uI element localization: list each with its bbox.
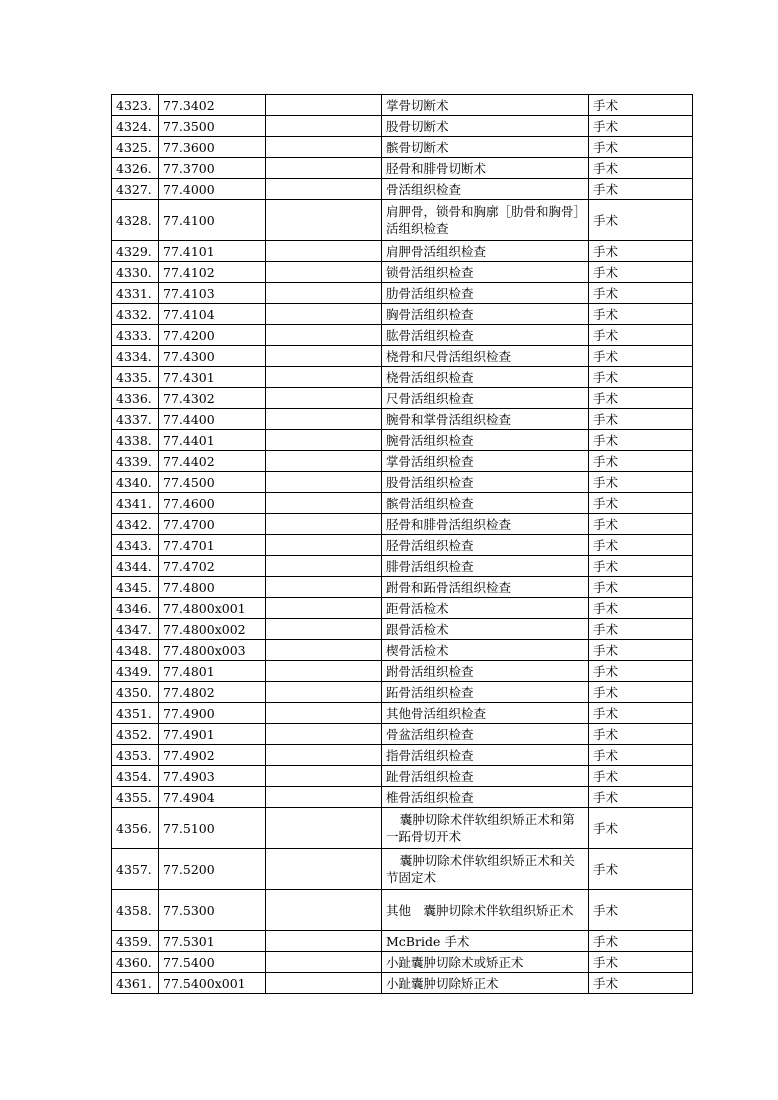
procedure-name: 掌骨切断术 [382, 95, 589, 116]
procedure-code: 77.4800x003 [159, 640, 266, 661]
procedure-code: 77.3402 [159, 95, 266, 116]
table-row [112, 137, 693, 158]
procedure-type: 手术 [589, 556, 693, 577]
row-number: 4327. [112, 179, 159, 200]
procedure-code: 77.4103 [159, 283, 266, 304]
table-row [112, 409, 693, 430]
row-number: 4342. [112, 514, 159, 535]
procedure-code: 77.5400x001 [159, 973, 266, 994]
table-row [112, 535, 693, 556]
row-number: 4323. [112, 95, 159, 116]
procedure-type: 手术 [589, 808, 693, 849]
table-row [112, 158, 693, 179]
row-number: 4335. [112, 367, 159, 388]
row-number: 4361. [112, 973, 159, 994]
procedure-code: 77.4101 [159, 241, 266, 262]
procedure-type: 手术 [589, 766, 693, 787]
blank-cell [266, 849, 382, 890]
procedure-name: 掌骨活组织检查 [382, 451, 589, 472]
procedure-code: 77.4902 [159, 745, 266, 766]
procedure-table-body [112, 95, 693, 994]
procedure-type: 手术 [589, 304, 693, 325]
row-number: 4324. [112, 116, 159, 137]
procedure-name: 骨盆活组织检查 [382, 724, 589, 745]
procedure-type: 手术 [589, 890, 693, 931]
procedure-code: 77.4301 [159, 367, 266, 388]
procedure-type: 手术 [589, 577, 693, 598]
blank-cell [266, 808, 382, 849]
procedure-code: 77.4903 [159, 766, 266, 787]
procedure-type: 手术 [589, 262, 693, 283]
procedure-table [111, 94, 693, 994]
procedure-name: 跖骨活组织检查 [382, 682, 589, 703]
procedure-type: 手术 [589, 388, 693, 409]
procedure-code: 77.5200 [159, 849, 266, 890]
procedure-code: 77.4401 [159, 430, 266, 451]
procedure-name: 尺骨活组织检查 [382, 388, 589, 409]
blank-cell [266, 346, 382, 367]
procedure-type: 手术 [589, 952, 693, 973]
table-row [112, 724, 693, 745]
table-row [112, 493, 693, 514]
table-row [112, 283, 693, 304]
row-number: 4330. [112, 262, 159, 283]
procedure-name: 桡骨和尺骨活组织检查 [382, 346, 589, 367]
procedure-type: 手术 [589, 493, 693, 514]
row-number: 4344. [112, 556, 159, 577]
table-row [112, 640, 693, 661]
table-row [112, 472, 693, 493]
table-row [112, 430, 693, 451]
procedure-type: 手术 [589, 703, 693, 724]
table-row [112, 849, 693, 890]
procedure-code: 77.4901 [159, 724, 266, 745]
procedure-name: 胫骨和腓骨活组织检查 [382, 514, 589, 535]
blank-cell [266, 283, 382, 304]
procedure-code: 77.3600 [159, 137, 266, 158]
table-row [112, 787, 693, 808]
row-number: 4341. [112, 493, 159, 514]
procedure-type: 手术 [589, 116, 693, 137]
procedure-name: 胸骨活组织检查 [382, 304, 589, 325]
row-number: 4332. [112, 304, 159, 325]
procedure-type: 手术 [589, 514, 693, 535]
blank-cell [266, 95, 382, 116]
procedure-code: 77.4000 [159, 179, 266, 200]
procedure-name: 肱骨活组织检查 [382, 325, 589, 346]
procedure-name: 股骨活组织检查 [382, 472, 589, 493]
procedure-code: 77.4400 [159, 409, 266, 430]
procedure-code: 77.5301 [159, 931, 266, 952]
procedure-code: 77.4802 [159, 682, 266, 703]
procedure-type: 手术 [589, 661, 693, 682]
row-number: 4350. [112, 682, 159, 703]
row-number: 4345. [112, 577, 159, 598]
procedure-code: 77.4200 [159, 325, 266, 346]
blank-cell [266, 262, 382, 283]
procedure-code: 77.4801 [159, 661, 266, 682]
procedure-name: 桡骨活组织检查 [382, 367, 589, 388]
table-row [112, 808, 693, 849]
table-row [112, 514, 693, 535]
procedure-type: 手术 [589, 640, 693, 661]
procedure-type: 手术 [589, 619, 693, 640]
blank-cell [266, 409, 382, 430]
procedure-name: 股骨切断术 [382, 116, 589, 137]
blank-cell [266, 787, 382, 808]
row-number: 4338. [112, 430, 159, 451]
blank-cell [266, 535, 382, 556]
blank-cell [266, 577, 382, 598]
table-row [112, 200, 693, 241]
table-row [112, 682, 693, 703]
blank-cell [266, 493, 382, 514]
procedure-type: 手术 [589, 409, 693, 430]
table-row [112, 367, 693, 388]
row-number: 4328. [112, 200, 159, 241]
row-number: 4354. [112, 766, 159, 787]
procedure-name: 腕骨和掌骨活组织检查 [382, 409, 589, 430]
procedure-code: 77.4104 [159, 304, 266, 325]
blank-cell [266, 766, 382, 787]
row-number: 4337. [112, 409, 159, 430]
table-row [112, 179, 693, 200]
procedure-type: 手术 [589, 472, 693, 493]
procedure-code: 77.4402 [159, 451, 266, 472]
blank-cell [266, 640, 382, 661]
procedure-name: 楔骨活检术 [382, 640, 589, 661]
procedure-type: 手术 [589, 849, 693, 890]
row-number: 4352. [112, 724, 159, 745]
procedure-type: 手术 [589, 451, 693, 472]
blank-cell [266, 200, 382, 241]
procedure-code: 77.3500 [159, 116, 266, 137]
blank-cell [266, 890, 382, 931]
procedure-name: 骨活组织检查 [382, 179, 589, 200]
row-number: 4346. [112, 598, 159, 619]
procedure-name: 指骨活组织检查 [382, 745, 589, 766]
row-number: 4339. [112, 451, 159, 472]
procedure-code: 77.4900 [159, 703, 266, 724]
procedure-type: 手术 [589, 973, 693, 994]
procedure-name: 距骨活检术 [382, 598, 589, 619]
row-number: 4348. [112, 640, 159, 661]
procedure-name: 椎骨活组织检查 [382, 787, 589, 808]
blank-cell [266, 241, 382, 262]
procedure-name: 跗骨和跖骨活组织检查 [382, 577, 589, 598]
blank-cell [266, 703, 382, 724]
procedure-code: 77.4700 [159, 514, 266, 535]
table-row [112, 890, 693, 931]
procedure-code: 77.5300 [159, 890, 266, 931]
procedure-name: 趾骨活组织检查 [382, 766, 589, 787]
table-row [112, 766, 693, 787]
table-row [112, 619, 693, 640]
procedure-type: 手术 [589, 787, 693, 808]
procedure-type: 手术 [589, 598, 693, 619]
table-row [112, 952, 693, 973]
procedure-name: 胫骨和腓骨切断术 [382, 158, 589, 179]
procedure-code: 77.4800x001 [159, 598, 266, 619]
blank-cell [266, 116, 382, 137]
procedure-name: 胫骨活组织检查 [382, 535, 589, 556]
procedure-code: 77.5400 [159, 952, 266, 973]
procedure-name: 腕骨活组织检查 [382, 430, 589, 451]
blank-cell [266, 430, 382, 451]
procedure-name: 髌骨活组织检查 [382, 493, 589, 514]
blank-cell [266, 931, 382, 952]
table-row [112, 95, 693, 116]
row-number: 4357. [112, 849, 159, 890]
procedure-name: 其他骨活组织检查 [382, 703, 589, 724]
row-number: 4347. [112, 619, 159, 640]
procedure-type: 手术 [589, 179, 693, 200]
row-number: 4334. [112, 346, 159, 367]
blank-cell [266, 304, 382, 325]
row-number: 4349. [112, 661, 159, 682]
blank-cell [266, 158, 382, 179]
procedure-type: 手术 [589, 325, 693, 346]
table-row [112, 451, 693, 472]
procedure-code: 77.4300 [159, 346, 266, 367]
procedure-type: 手术 [589, 283, 693, 304]
procedure-code: 77.4100 [159, 200, 266, 241]
row-number: 4359. [112, 931, 159, 952]
table-row [112, 346, 693, 367]
procedure-code: 77.4600 [159, 493, 266, 514]
table-row [112, 931, 693, 952]
table-row [112, 577, 693, 598]
table-row [112, 116, 693, 137]
procedure-name: 跗骨活组织检查 [382, 661, 589, 682]
procedure-name: 囊肿切除术伴软组织矫正术和第一跖骨切开术 [382, 808, 589, 849]
procedure-type: 手术 [589, 931, 693, 952]
table-row [112, 598, 693, 619]
blank-cell [266, 514, 382, 535]
procedure-code: 77.4500 [159, 472, 266, 493]
blank-cell [266, 745, 382, 766]
row-number: 4329. [112, 241, 159, 262]
blank-cell [266, 973, 382, 994]
row-number: 4340. [112, 472, 159, 493]
procedure-code: 77.4904 [159, 787, 266, 808]
row-number: 4356. [112, 808, 159, 849]
procedure-name: 肩胛骨，锁骨和胸廓［肋骨和胸骨］活组织检查 [382, 200, 589, 241]
table-row [112, 388, 693, 409]
blank-cell [266, 388, 382, 409]
table-row [112, 556, 693, 577]
procedure-type: 手术 [589, 137, 693, 158]
procedure-name: 肋骨活组织检查 [382, 283, 589, 304]
procedure-name: 锁骨活组织检查 [382, 262, 589, 283]
procedure-name: 小趾囊肿切除术或矫正术 [382, 952, 589, 973]
table-row [112, 304, 693, 325]
blank-cell [266, 367, 382, 388]
procedure-name: 髌骨切断术 [382, 137, 589, 158]
row-number: 4333. [112, 325, 159, 346]
row-number: 4358. [112, 890, 159, 931]
blank-cell [266, 682, 382, 703]
procedure-type: 手术 [589, 745, 693, 766]
row-number: 4343. [112, 535, 159, 556]
table-row [112, 745, 693, 766]
blank-cell [266, 137, 382, 158]
table-row [112, 661, 693, 682]
procedure-type: 手术 [589, 724, 693, 745]
procedure-type: 手术 [589, 241, 693, 262]
procedure-name: 肩胛骨活组织检查 [382, 241, 589, 262]
blank-cell [266, 472, 382, 493]
row-number: 4353. [112, 745, 159, 766]
procedure-code: 77.4702 [159, 556, 266, 577]
procedure-code: 77.4800 [159, 577, 266, 598]
procedure-type: 手术 [589, 535, 693, 556]
row-number: 4355. [112, 787, 159, 808]
table-row [112, 241, 693, 262]
procedure-type: 手术 [589, 430, 693, 451]
table-row [112, 973, 693, 994]
table-row [112, 262, 693, 283]
procedure-name: McBride 手术 [382, 931, 589, 952]
blank-cell [266, 598, 382, 619]
procedure-code: 77.5100 [159, 808, 266, 849]
procedure-type: 手术 [589, 200, 693, 241]
procedure-code: 77.4800x002 [159, 619, 266, 640]
procedure-type: 手术 [589, 95, 693, 116]
procedure-name: 囊肿切除术伴软组织矫正术和关节固定术 [382, 849, 589, 890]
blank-cell [266, 661, 382, 682]
row-number: 4325. [112, 137, 159, 158]
blank-cell [266, 619, 382, 640]
procedure-name: 跟骨活检术 [382, 619, 589, 640]
blank-cell [266, 325, 382, 346]
row-number: 4351. [112, 703, 159, 724]
row-number: 4360. [112, 952, 159, 973]
procedure-type: 手术 [589, 158, 693, 179]
row-number: 4331. [112, 283, 159, 304]
procedure-code: 77.4701 [159, 535, 266, 556]
procedure-code: 77.3700 [159, 158, 266, 179]
procedure-name: 腓骨活组织检查 [382, 556, 589, 577]
row-number: 4336. [112, 388, 159, 409]
table-row [112, 325, 693, 346]
table-row [112, 703, 693, 724]
blank-cell [266, 952, 382, 973]
procedure-type: 手术 [589, 682, 693, 703]
blank-cell [266, 556, 382, 577]
procedure-code: 77.4302 [159, 388, 266, 409]
blank-cell [266, 179, 382, 200]
procedure-type: 手术 [589, 367, 693, 388]
procedure-name: 其他 囊肿切除术伴软组织矫正术 [382, 890, 589, 931]
row-number: 4326. [112, 158, 159, 179]
blank-cell [266, 724, 382, 745]
blank-cell [266, 451, 382, 472]
procedure-code: 77.4102 [159, 262, 266, 283]
procedure-name: 小趾囊肿切除矫正术 [382, 973, 589, 994]
procedure-type: 手术 [589, 346, 693, 367]
